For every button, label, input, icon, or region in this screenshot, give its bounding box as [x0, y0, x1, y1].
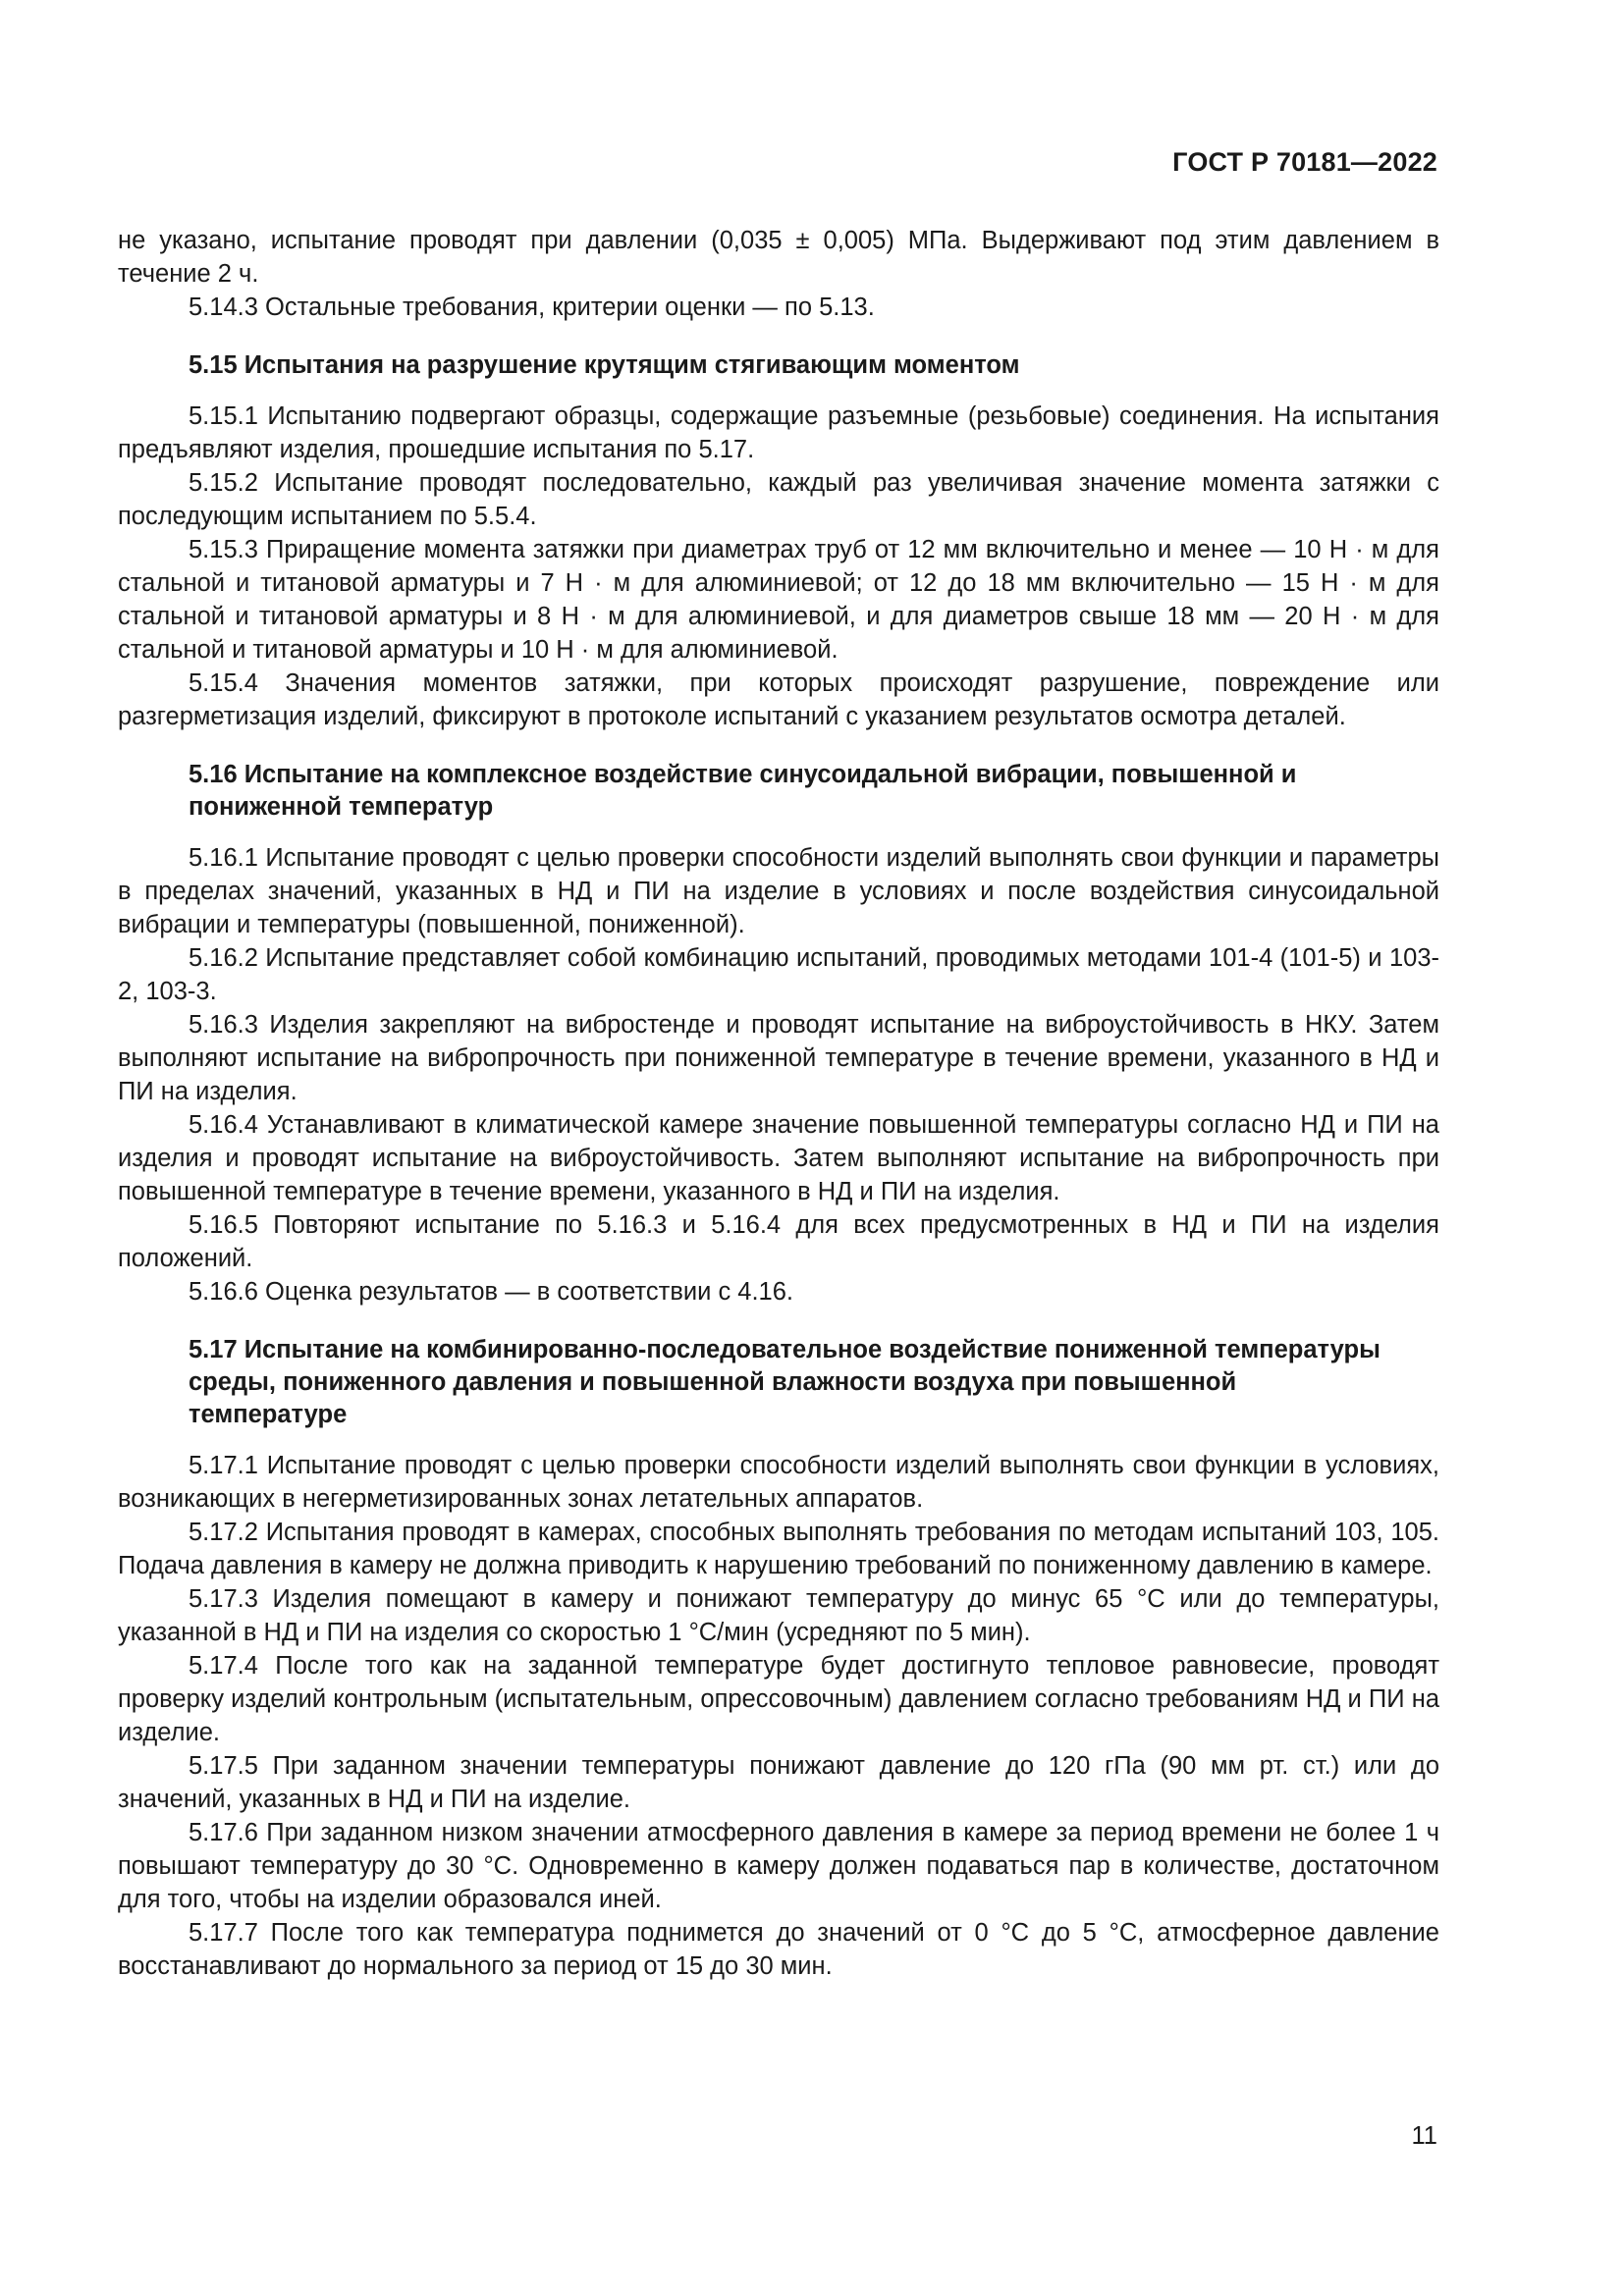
paragraph-5-16-3: 5.16.3 Изделия закрепляют на вибростенде и проводят испытание на виброустойчивость в НКУ. Затем выполняют испытание на вибропрочность при пониженной температуре в течение времени, указанного в НД и ПИ на изделия. [118, 1011, 1439, 1105]
document-header: ГОСТ Р 70181—2022 [1172, 147, 1437, 177]
paragraph-5-15-3: 5.15.3 Приращение момента затяжки при диаметрах труб от 12 мм включительно и менее — 10 Н · м для стальной и титановой арматуры и 7 Н · м для алюминиевой; от 12 до 18 мм включительно — 15 Н · м для стальной и титановой арматуры и 8 Н · м для алюминиевой, и для диаметров свыше 18 мм — 20 Н · м для стальной и титановой арматуры и 10 Н · м для алюминиевой. [118, 536, 1439, 664]
paragraph-5-16-2: 5.16.2 Испытание представляет собой комбинацию испытаний, проводимых методами 101-4 (101-5) и 103-2, 103-3. [118, 944, 1439, 1005]
paragraph-5-17-3: 5.17.3 Изделия помещают в камеру и понижают температуру до минус 65 °С или до температуры, указанной в НД и ПИ на изделия со скоростью 1 °С/мин (усредняют по 5 мин). [118, 1585, 1439, 1646]
document-body [118, 224, 1439, 1983]
paragraph-5-16-6: 5.16.6 Оценка результатов — в соответствии с 4.16. [189, 1278, 793, 1306]
paragraph-5-17-5: 5.17.5 При заданном значении температуры понижают давление до 120 гПа (90 мм рт. ст.) или до значений, указанных в НД и ПИ на изделие. [118, 1752, 1439, 1813]
paragraph-5-17-6: 5.17.6 При заданном низком значении атмосферного давления в камере за период времени не более 1 ч повышают температуру до 30 °С. Одновременно в камеру должен подаваться пар в количестве, достаточном для того, чтобы на изделии образовался иней. [118, 1819, 1439, 1913]
paragraph-5-15-1: 5.15.1 Испытанию подвергают образцы, содержащие разъемные (резьбовые) соединения. На испытания предъявляют изделия, прошедшие испытания по 5.17. [118, 402, 1439, 463]
paragraph-5-16-1: 5.16.1 Испытание проводят с целью проверки способности изделий выполнять свои функции и параметры в пределах значений, указанных в НД и ПИ на изделие в условиях и после воздействия синусоидальной вибрации и температуры (повышенной, пониженной). [118, 844, 1439, 938]
section-heading-5-15: 5.15 Испытания на разрушение крутящим стягивающим моментом [189, 351, 1020, 379]
paragraph-5-15-4: 5.15.4 Значения моментов затяжки, при которых происходят разрушение, повреждение или разгерметизация изделий, фиксируют в протоколе испытаний с указанием результатов осмотра деталей. [118, 669, 1439, 730]
paragraph-continuation: не указано, испытание проводят при давлении (0,035 ± 0,005) МПа. Выдерживают под этим давлением в течение 2 ч. [118, 227, 1439, 288]
paragraph-5-15-2: 5.15.2 Испытание проводят последовательно, каждый раз увеличивая значение момента затяжки с последующим испытанием по 5.5.4. [118, 469, 1439, 530]
paragraph-5-17-4: 5.17.4 После того как на заданной температуре будет достигнуто тепловое равновесие, проводят проверку изделий контрольным (испытательным, опрессовочным) давлением согласно требованиям НД и ПИ на изделие. [118, 1652, 1439, 1746]
section-heading-5-17: 5.17 Испытание на комбинированно-последовательное воздействие пониженной температуры среды, пониженного давления и повышенной влажности воздуха при повышенной температуре [189, 1336, 1380, 1428]
paragraph-5-14-3: 5.14.3 Остальные требования, критерии оценки — по 5.13. [189, 294, 875, 321]
paragraph-5-17-2: 5.17.2 Испытания проводят в камерах, способных выполнять требования по методам испытаний 103, 105. Подача давления в камеру не должна приводить к нарушению требований по пониженному давлению в камере. [118, 1519, 1439, 1579]
section-heading-5-16: 5.16 Испытание на комплексное воздействие синусоидальной вибрации, повышенной и пониженной температур [189, 761, 1297, 821]
paragraph-5-17-1: 5.17.1 Испытание проводят с целью проверки способности изделий выполнять свои функции в условиях, возникающих в негерметизированных зонах летательных аппаратов. [118, 1452, 1439, 1513]
paragraph-5-16-4: 5.16.4 Устанавливают в климатической камере значение повышенной температуры согласно НД и ПИ на изделия и проводят испытание на виброустойчивость. Затем выполняют испытание на вибропрочность при повышенной температуре в течение времени, указанного в НД и ПИ на изделия. [118, 1111, 1439, 1205]
paragraph-5-17-7: 5.17.7 После того как температура поднимется до значений от 0 °С до 5 °С, атмосферное давление восстанавливают до нормального за период от 15 до 30 мин. [118, 1919, 1439, 1980]
paragraph-5-16-5: 5.16.5 Повторяют испытание по 5.16.3 и 5.16.4 для всех предусмотренных в НД и ПИ на изделия положений. [118, 1211, 1439, 1272]
page-number: 11 [1411, 2122, 1437, 2150]
